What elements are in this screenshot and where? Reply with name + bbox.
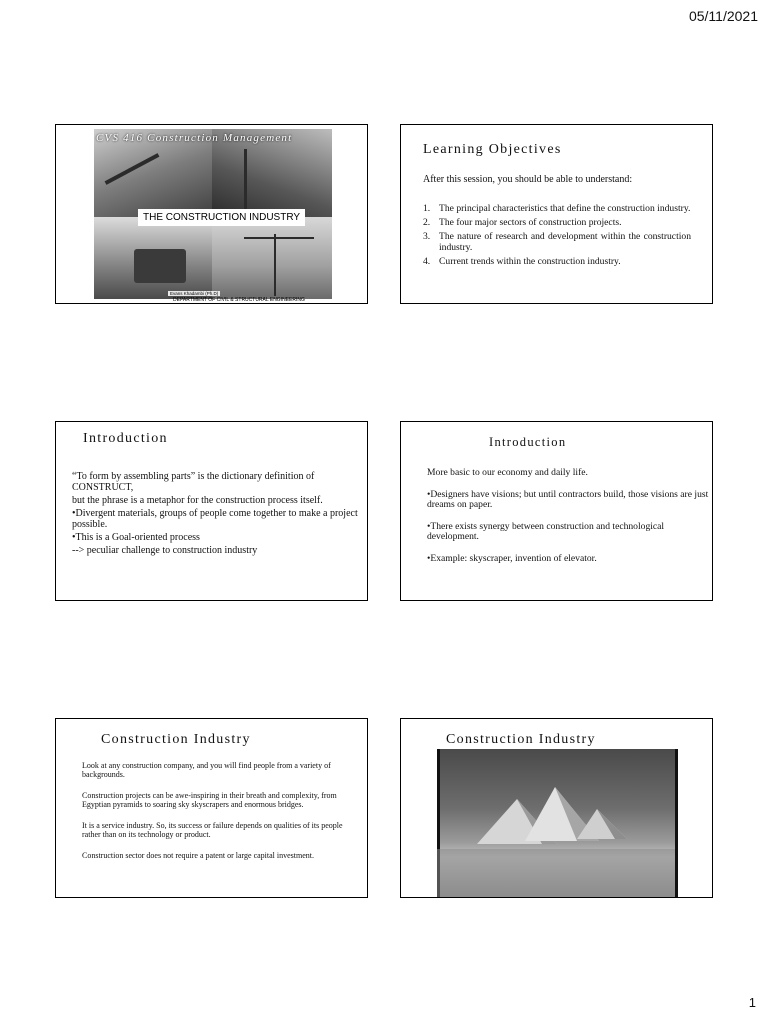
item-number: 2. (423, 217, 431, 228)
slide-title-cover (55, 124, 368, 304)
tower-cranes-photo (212, 217, 332, 299)
body-line: •This is a Goal-oriented process (72, 532, 200, 543)
body-line: It is a service industry. So, its success or failure depends on qualities of its people rather than on its technology or product. (82, 821, 343, 839)
slide-title: Learning Objectives (423, 142, 562, 157)
cover-title: THE CONSTRUCTION INDUSTRY (138, 209, 305, 226)
item-text: The nature of research and development within the construction industry. (439, 231, 691, 253)
slide-construction-industry-1 (55, 718, 368, 898)
slide-body (72, 471, 367, 558)
desert-ground-shape (437, 849, 678, 898)
slide-title: Construction Industry (101, 732, 251, 747)
slide-construction-industry-2 (400, 718, 713, 898)
body-line: •Divergent materials, groups of people come together to make a project possible. (72, 508, 358, 530)
slide-title: Introduction (489, 435, 567, 449)
slide-introduction-1 (55, 421, 368, 601)
body-line: Construction projects can be awe-inspiring in their breath and complexity, from Egyptian pyramids to soaring sky skyscrapers and enormous bridges. (82, 791, 337, 809)
list-item (423, 203, 691, 214)
author-name: Evans Khadambi (Ph.D) (170, 291, 219, 296)
body-line: “To form by assembling parts” is the dictionary definition of CONSTRUCT, (72, 471, 315, 493)
slide-learning-objectives (400, 124, 713, 304)
slide-title: Construction Industry (446, 732, 596, 747)
item-text: Current trends within the construction industry. (439, 256, 621, 267)
tower-crane-jib-shape (244, 237, 314, 239)
slide-body (427, 468, 709, 576)
body-line: •Designers have visions; but until contractors build, those visions are just dreams on paper. (427, 489, 709, 510)
body-line: •Example: skyscraper, invention of elevator. (427, 553, 597, 564)
page-date: 05/11/2021 (688, 8, 758, 24)
pyramids-photo (437, 749, 678, 898)
list-item (423, 231, 691, 253)
course-title: CVS 416 Construction Management (96, 132, 293, 144)
pyramids-illustration (437, 749, 678, 898)
body-line: but the phrase is a metaphor for the construction process itself. (72, 495, 323, 506)
road-roller-body-shape (134, 249, 186, 283)
item-text: The four major sectors of construction projects. (439, 217, 622, 228)
slide-title: Introduction (83, 431, 168, 446)
body-line: --> peculiar challenge to construction industry (72, 545, 258, 556)
page-number: 1 (748, 995, 756, 1010)
objectives-intro: After this session, you should be able to understand: (423, 174, 633, 185)
list-item (423, 217, 691, 228)
list-item (423, 256, 691, 267)
tower-crane-mast-shape (274, 234, 276, 296)
objectives-list (423, 203, 691, 270)
item-text: The principal characteristics that define the construction industry. (439, 203, 691, 214)
body-line: Look at any construction company, and you will find people from a variety of backgrounds. (82, 761, 331, 779)
item-number: 3. (423, 231, 431, 242)
slide-body (82, 761, 352, 872)
cover-photo-collage (94, 129, 332, 299)
item-number: 4. (423, 256, 431, 267)
item-number: 1. (423, 203, 431, 214)
body-line: Construction sector does not require a patent or large capital investment. (82, 851, 315, 860)
slide-introduction-2 (400, 421, 713, 601)
department-name: DEPARTMENT OF CIVIL & STRUCTURAL ENGINEERING (173, 297, 305, 303)
body-line: More basic to our economy and daily life. (427, 467, 588, 478)
body-line: •There exists synergy between construction and technological development. (427, 521, 665, 542)
